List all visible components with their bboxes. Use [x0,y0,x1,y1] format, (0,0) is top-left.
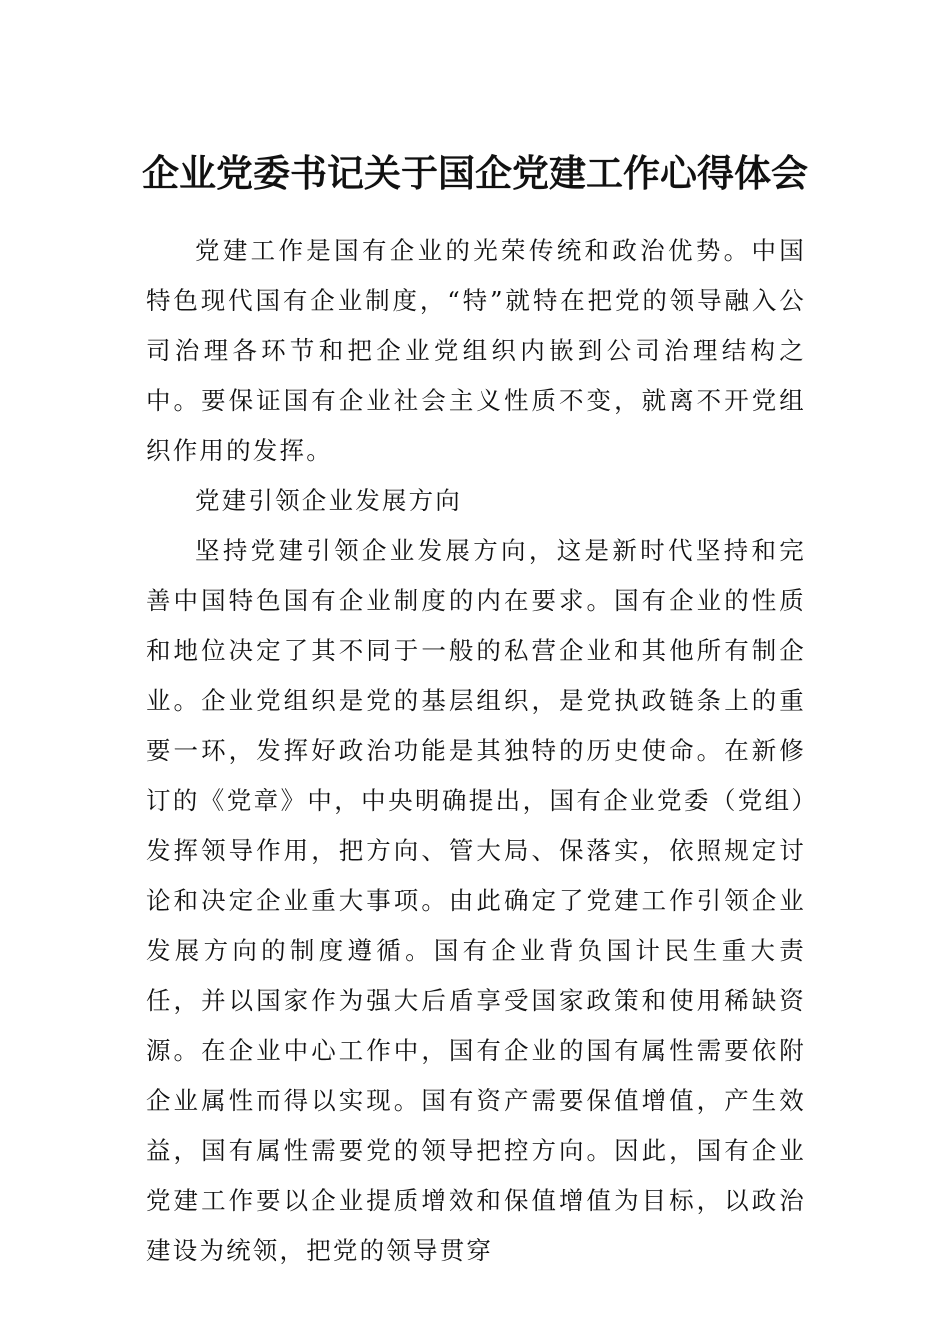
document-title: 企业党委书记关于国企党建工作心得体会 [142,151,808,195]
intro-paragraph: 党建工作是国有企业的光荣传统和政治优势。中国特色现代国有企业制度，“特”就特在把党的领导融入公司治理各环节和把企业党组织内嵌到公司治理结构之中。要保证国有企业社会主义性质不变，就离不开党组织作用的发挥。 [146,236,806,465]
section-heading: 党建引领企业发展方向 [195,486,462,515]
document-body [146,226,806,1276]
section-paragraph: 坚持党建引领企业发展方向，这是新时代坚持和完善中国特色国有企业制度的内在要求。国有企业的性质和地位决定了其不同于一般的私营企业和其他所有制企业。企业党组织是党的基层组织，是党执政链条上的重要一环，发挥好政治功能是其独特的历史使命。在新修订的《党章》中，中央明确提出，国有企业党委（党组）发挥领导作用，把方向、管大局、保落实，依照规定讨论和决定企业重大事项。由此确定了党建工作引领企业发展方向的制度遵循。国有企业背负国计民生重大责任，并以国家作为强大后盾享受国家政策和使用稀缺资源。在企业中心工作中，国有企业的国有属性需要依附企业属性而得以实现。国有资产需要保值增值，产生效益，国有属性需要党的领导把控方向。因此，国有企业党建工作要以企业提质增效和保值增值为目标，以政治建设为统领，把党的领导贯穿 [146,536,806,1265]
